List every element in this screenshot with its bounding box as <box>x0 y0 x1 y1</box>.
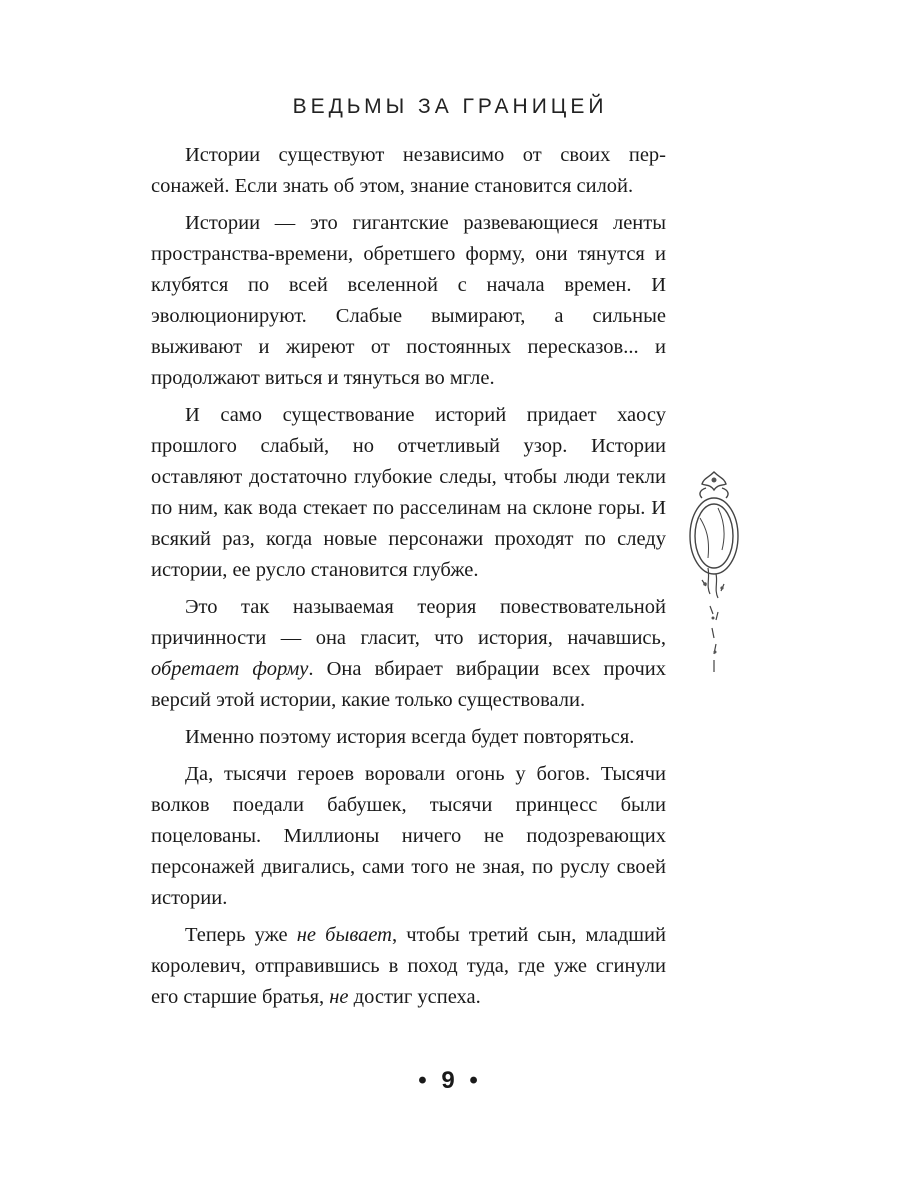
text-run: Это так называемая теория повествовательной причинности — она гласит, что история, начавшись, <box>151 596 666 649</box>
text-run: Да, тысячи героев воровали огонь у богов. Тысячи волков поедали бабушек, тысячи принцесс были поцелованы. Миллионы ничего не подозревающих персонажей двигались, сами того не зная, по руслу своей истории. <box>151 763 666 909</box>
ornate-mirror-icon <box>680 468 748 680</box>
text-run: . Она вбирает вибрации всех прочих версий этой истории, какие только существовали. <box>151 658 666 711</box>
paragraph <box>151 759 666 914</box>
paragraph <box>151 140 666 202</box>
emphasis-text: не бывает <box>296 924 392 946</box>
paragraph <box>151 920 666 1013</box>
emphasis-text: обретает форму <box>151 658 309 680</box>
text-run: И само существование историй придает хаосу прошлого слабый, но отчетливый узор. Истории оставляют достаточно глубокие следы, чтобы люди текли по ним, как вода стекает по расселинам на склоне горы. И всякий раз, когда новые персонажи проходят по следу истории, ее русло становится глубже. <box>151 404 666 581</box>
text-run: достиг успеха. <box>348 986 481 1008</box>
text-run: Истории существуют независимо от своих персонажей. Если знать об этом, знание становится силой. <box>151 144 666 197</box>
text-run: Истории — это гигантские развевающиеся ленты пространства-времени, обретшего форму, они тянутся и клубятся по всей вселенной с начала времен. И эволюционируют. Слабые вымирают, а сильные выживают и жиреют от постоянных пересказов... и продолжают виться и тянуться во мгле. <box>151 212 666 389</box>
text-run: Именно поэтому история всегда будет повторяться. <box>185 726 635 748</box>
text-run: , чтобы третий сын, младший королевич, отправившись в поход туда, где уже сгинули его старшие братья, <box>151 924 666 1008</box>
page-number: • 9 • <box>418 1067 482 1094</box>
paragraph <box>151 400 666 586</box>
running-title: ВЕДЬМЫ ЗА ГРАНИЦЕЙ <box>292 95 608 118</box>
paragraph <box>151 592 666 716</box>
paragraph <box>151 208 666 394</box>
text-run: Теперь уже <box>185 924 297 946</box>
paragraph <box>151 722 666 753</box>
emphasis-text: не <box>329 986 349 1008</box>
body-text <box>151 140 666 1019</box>
